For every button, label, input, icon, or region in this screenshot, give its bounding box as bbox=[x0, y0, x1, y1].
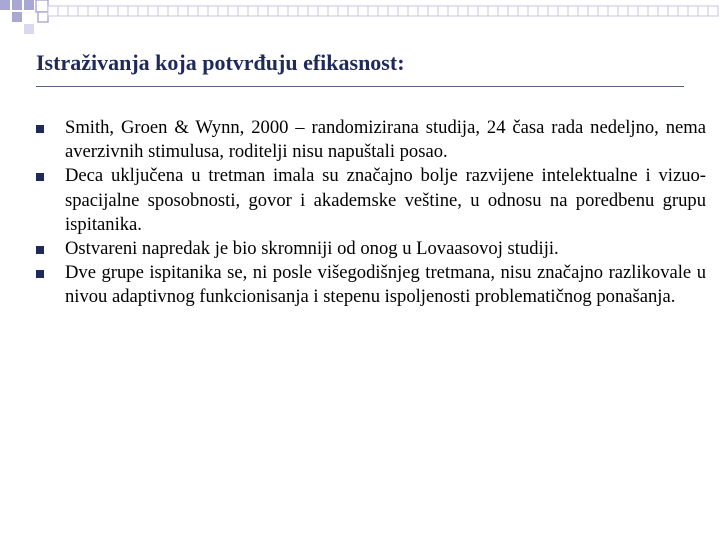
square-bullet-icon bbox=[36, 173, 44, 181]
slide-title: Istraživanja koja potvrđuju efikasnost: bbox=[36, 50, 405, 75]
bullet-text: Dve grupe ispitanika se, ni posle višegodišnjeg tretmana, nisu značajno razlikovale u nivou adaptivnog funkcionisanja i stepenu ispoljenosti problematičnog ponašanja. bbox=[65, 262, 706, 308]
bullet-item bbox=[36, 164, 706, 237]
bullet-item bbox=[36, 237, 706, 261]
bullet-item bbox=[36, 261, 706, 309]
square-bullet-icon bbox=[36, 270, 44, 278]
title-divider bbox=[36, 86, 684, 87]
bullet-list bbox=[36, 116, 706, 310]
decorative-squares-band bbox=[0, 0, 720, 40]
bullet-text: Ostvareni napredak je bio skromniji od onog u Lovaasovoj studiji. bbox=[65, 238, 559, 260]
bullet-text: Deca uključena u tretman imala su značajno bolje razvijene intelektualne i vizuo-spacijalne sposobnosti, govor i akademske veštine, u odnosu na poredbenu grupu ispitanika. bbox=[65, 165, 706, 235]
bullet-text: Smith, Groen & Wynn, 2000 – randomizirana studija, 24 časa rada nedeljno, nema averzivnih stimulusa, roditelji nisu napuštali posao. bbox=[65, 117, 706, 163]
square-bullet-icon bbox=[36, 125, 44, 133]
square-bullet-icon bbox=[36, 246, 44, 254]
bullet-item bbox=[36, 116, 706, 164]
